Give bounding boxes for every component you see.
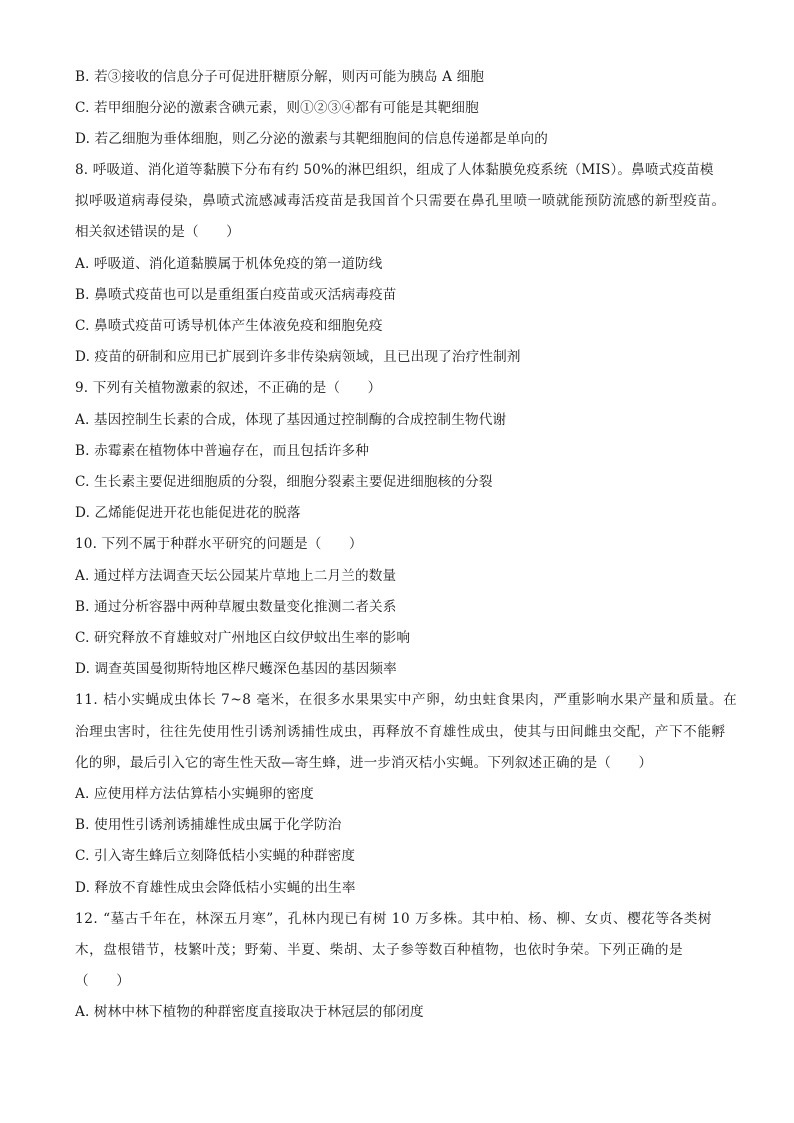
option-b-q10: B. 通过分析容器中两种草履虫数量变化推测二者关系 <box>75 599 397 615</box>
option-c-q7: C. 若甲细胞分泌的激素含碘元素，则①②③④都有可能是其靶细胞 <box>75 100 479 116</box>
question-12-stem-line-2: 木，盘根错节，枝繁叶茂；野菊、半夏、柴胡、太子参等数百种植物，也依时争荣。下列正确的是 <box>75 942 684 958</box>
question-8-stem-line-1: 8. 呼吸道、消化道等黏膜下分布有约 50%的淋巴组织，组成了人体黏膜免疫系统（MIS）。鼻喷式疫苗模 <box>75 162 714 178</box>
option-d-q7: D. 若乙细胞为垂体细胞，则乙分泌的激素与其靶细胞间的信息传递都是单向的 <box>75 131 549 147</box>
option-c-q8: C. 鼻喷式疫苗可诱导机体产生体液免疫和细胞免疫 <box>75 318 383 334</box>
question-8-stem-line-2: 拟呼吸道病毒侵染，鼻喷式流感减毒活疫苗是我国首个只需要在鼻孔里喷一喷就能预防流感的新型疫苗。 <box>75 193 726 209</box>
question-8-stem-line-3: 相关叙述错误的是（ ） <box>75 224 240 240</box>
question-12-stem-line-1: 12. “墓古千年在，林深五月寒”，孔林内现已有树 10 万多株。其中柏、杨、柳、女贞、樱花等各类树 <box>75 911 713 927</box>
option-c-q11: C. 引入寄生蜂后立刻降低桔小实蝇的种群密度 <box>75 848 356 864</box>
option-b-q11: B. 使用性引诱剂诱捕雄性成虫属于化学防治 <box>75 817 342 833</box>
option-a-q8: A. 呼吸道、消化道黏膜属于机体免疫的第一道防线 <box>75 256 383 272</box>
option-b-q8: B. 鼻喷式疫苗也可以是重组蛋白疫苗或灭活病毒疫苗 <box>75 287 397 303</box>
option-d-q8: D. 疫苗的研制和应用已扩展到许多非传染病领域，且已出现了治疗性制剂 <box>75 349 521 365</box>
question-9-stem: 9. 下列有关植物激素的叙述，不正确的是（ ） <box>75 380 382 396</box>
question-11-stem-line-2: 治理虫害时，往往先使用性引诱剂诱捕性成虫，再释放不育雄性成虫，使其与田间雌虫交配，产下不能孵 <box>75 724 726 740</box>
option-c-q9: C. 生长素主要促进细胞质的分裂，细胞分裂素主要促进细胞核的分裂 <box>75 474 493 490</box>
option-d-q11: D. 释放不育雄性成虫会降低桔小实蝇的出生率 <box>75 880 356 896</box>
option-a-q10: A. 通过样方法调查天坛公园某片草地上二月兰的数量 <box>75 568 397 584</box>
option-b-q9: B. 赤霉素在植物体中普遍存在，而且包括许多种 <box>75 443 369 459</box>
question-11-stem-line-1: 11. 桔小实蝇成虫体长 7~8 毫米，在很多水果果实中产卵，幼虫蛀食果肉，严重影响水果产量和质量。在 <box>75 692 738 708</box>
option-a-q12: A. 树林中林下植物的种群密度直接取决于林冠层的郁闭度 <box>75 1004 424 1020</box>
option-b-q7: B. 若③接收的信息分子可促进肝糖原分解，则丙可能为胰岛 A 细胞 <box>75 69 485 85</box>
question-11-stem-line-3: 化的卵，最后引入它的寄生性天敌—寄生蜂，进一步消灭桔小实蝇。下列叙述正确的是（ ） <box>75 755 653 771</box>
option-a-q9: A. 基因控制生长素的合成，体现了基因通过控制酶的合成控制生物代谢 <box>75 412 507 428</box>
question-10-stem: 10. 下列不属于种群水平研究的问题是（ ） <box>75 536 363 552</box>
option-c-q10: C. 研究释放不育雄蚊对广州地区白纹伊蚊出生率的影响 <box>75 630 411 646</box>
question-12-stem-line-3: （ ） <box>75 973 130 989</box>
option-d-q9: D. 乙烯能促进开花也能促进花的脱落 <box>75 505 301 521</box>
option-a-q11: A. 应使用样方法估算桔小实蝇卵的密度 <box>75 786 314 802</box>
option-d-q10: D. 调查英国曼彻斯特地区桦尺蠖深色基因的基因频率 <box>75 661 397 677</box>
